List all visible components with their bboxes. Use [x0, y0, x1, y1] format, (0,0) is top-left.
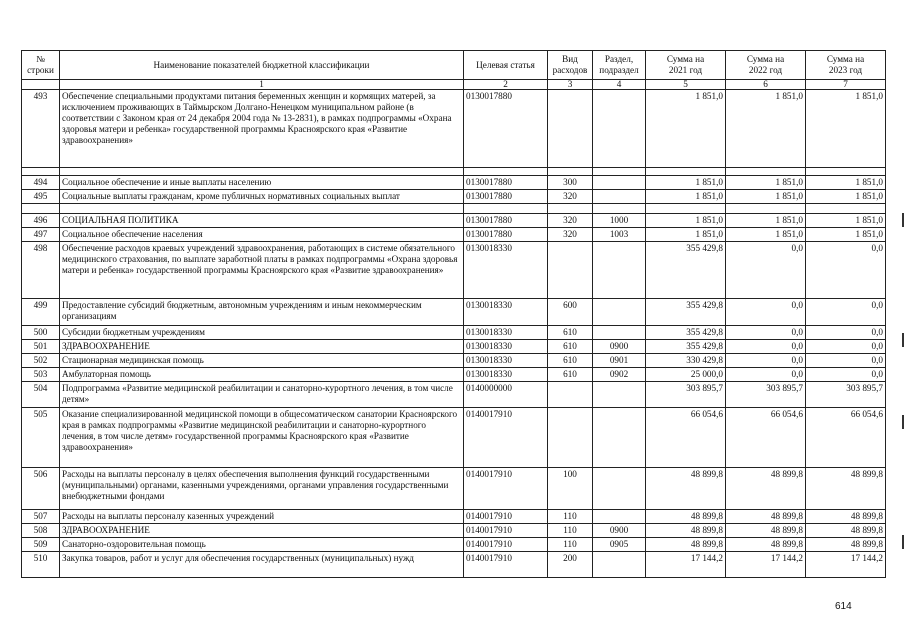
table-row [22, 468, 886, 510]
table-body [22, 90, 886, 578]
expense-type-cell: 110 [548, 524, 593, 538]
expense-type-cell: 110 [548, 510, 593, 524]
target-article-cell: 0140017910 [464, 408, 548, 468]
scan-edge-mark [902, 333, 904, 347]
spacer-cell [464, 168, 548, 176]
sum-2021-cell: 303 895,7 [646, 382, 726, 408]
sum-2021-cell: 48 899,8 [646, 468, 726, 510]
spacer-cell [806, 168, 886, 176]
sum-2023-cell: 1 851,0 [806, 214, 886, 228]
expense-type-cell: 100 [548, 468, 593, 510]
sum-2022-cell: 0,0 [726, 326, 806, 340]
sum-2023-cell: 66 054,6 [806, 408, 886, 468]
name-cell: ЗДРАВООХРАНЕНИЕ [60, 340, 464, 354]
name-cell: Закупка товаров, работ и услуг для обеспечения государственных (муниципальных) нужд [60, 552, 464, 578]
name-cell: Амбулаторная помощь [60, 368, 464, 382]
expense-type-cell: 200 [548, 552, 593, 578]
table-row [22, 214, 886, 228]
expense-type-cell: 320 [548, 190, 593, 204]
expense-type-cell: 320 [548, 214, 593, 228]
sum-2021-cell: 1 851,0 [646, 90, 726, 168]
budget-table [21, 50, 886, 578]
scan-edge-mark [902, 535, 904, 549]
sum-2021-cell: 1 851,0 [646, 228, 726, 242]
header-sum-2023: Сумма на 2023 год [806, 51, 886, 80]
name-cell: Обеспечение специальными продуктами питания беременных женщин и кормящих матерей, за исключением проживающих в Таймырском Долгано-Ненецком муниципальном районе (в соответствии с Законом края от 24 декабря 2004 года № 13-2831), в рамках подпрограммы «Охрана здоровья матери и ребенка» государственной программы Красноярского края «Развитие здравоохранения» [60, 90, 464, 168]
section-cell [593, 90, 646, 168]
column-index: 5 [646, 80, 726, 90]
expense-type-cell [548, 90, 593, 168]
column-index-row [22, 80, 886, 90]
target-article-cell: 0130017880 [464, 90, 548, 168]
target-article-cell: 0130018330 [464, 340, 548, 354]
row-number-cell: 502 [22, 354, 60, 368]
expense-type-cell [548, 382, 593, 408]
row-number-cell: 494 [22, 176, 60, 190]
column-index [22, 80, 60, 90]
target-article-cell: 0130017880 [464, 214, 548, 228]
target-article-cell: 0130017880 [464, 228, 548, 242]
expense-type-cell: 110 [548, 538, 593, 552]
spacer-cell [646, 204, 726, 214]
section-cell [593, 326, 646, 340]
sum-2023-cell: 0,0 [806, 242, 886, 299]
column-index: 1 [60, 80, 464, 90]
table-row [22, 326, 886, 340]
sum-2022-cell: 303 895,7 [726, 382, 806, 408]
row-number-cell: 500 [22, 326, 60, 340]
section-cell [593, 176, 646, 190]
sum-2023-cell: 1 851,0 [806, 190, 886, 204]
expense-type-cell: 610 [548, 326, 593, 340]
sum-2022-cell: 1 851,0 [726, 214, 806, 228]
column-index: 7 [806, 80, 886, 90]
sum-2023-cell: 48 899,8 [806, 538, 886, 552]
target-article-cell: 0130018330 [464, 354, 548, 368]
row-number-cell: 497 [22, 228, 60, 242]
table-row [22, 368, 886, 382]
header-expense-type: Вид расходов [548, 51, 593, 80]
sum-2021-cell: 1 851,0 [646, 214, 726, 228]
section-cell: 1003 [593, 228, 646, 242]
spacer-cell [548, 168, 593, 176]
name-cell: СОЦИАЛЬНАЯ ПОЛИТИКА [60, 214, 464, 228]
table-row [22, 524, 886, 538]
expense-type-cell: 610 [548, 340, 593, 354]
target-article-cell: 0130017880 [464, 190, 548, 204]
sum-2022-cell: 0,0 [726, 299, 806, 326]
spacer-cell [726, 204, 806, 214]
expense-type-cell [548, 242, 593, 299]
section-cell [593, 552, 646, 578]
table-row [22, 538, 886, 552]
sum-2021-cell: 355 429,8 [646, 326, 726, 340]
row-number-cell: 509 [22, 538, 60, 552]
sum-2022-cell: 0,0 [726, 242, 806, 299]
expense-type-cell: 320 [548, 228, 593, 242]
table-row [22, 340, 886, 354]
row-number-cell: 501 [22, 340, 60, 354]
sum-2022-cell: 0,0 [726, 368, 806, 382]
sum-2023-cell: 0,0 [806, 326, 886, 340]
name-cell: Санаторно-оздоровительная помощь [60, 538, 464, 552]
target-article-cell: 0140000000 [464, 382, 548, 408]
target-article-cell: 0140017910 [464, 552, 548, 578]
spacer-cell [806, 204, 886, 214]
sum-2022-cell: 48 899,8 [726, 524, 806, 538]
target-article-cell: 0130018330 [464, 368, 548, 382]
sum-2022-cell: 1 851,0 [726, 176, 806, 190]
spacer-cell [464, 204, 548, 214]
spacer-cell [60, 168, 464, 176]
table-row [22, 299, 886, 326]
target-article-cell: 0130017880 [464, 176, 548, 190]
sum-2021-cell: 48 899,8 [646, 524, 726, 538]
spacer-cell [726, 168, 806, 176]
expense-type-cell: 610 [548, 368, 593, 382]
name-cell: Социальное обеспечение и иные выплаты населению [60, 176, 464, 190]
column-index: 2 [464, 80, 548, 90]
target-article-cell: 0140017910 [464, 510, 548, 524]
sum-2023-cell: 17 144,2 [806, 552, 886, 578]
page-number: 614 [835, 601, 852, 612]
expense-type-cell [548, 408, 593, 468]
section-cell [593, 190, 646, 204]
row-number-cell: 510 [22, 552, 60, 578]
sum-2021-cell: 1 851,0 [646, 176, 726, 190]
header-name: Наименование показателей бюджетной классификации [60, 51, 464, 80]
spacer-cell [593, 204, 646, 214]
target-article-cell: 0130018330 [464, 326, 548, 340]
column-index: 3 [548, 80, 593, 90]
sum-2023-cell: 303 895,7 [806, 382, 886, 408]
row-number-cell: 499 [22, 299, 60, 326]
sum-2023-cell: 48 899,8 [806, 468, 886, 510]
sum-2022-cell: 1 851,0 [726, 190, 806, 204]
column-index: 6 [726, 80, 806, 90]
target-article-cell: 0130018330 [464, 299, 548, 326]
row-number-cell: 495 [22, 190, 60, 204]
header-row-number: № строки [22, 51, 60, 80]
row-number-cell: 503 [22, 368, 60, 382]
sum-2023-cell: 1 851,0 [806, 90, 886, 168]
header-sum-2022: Сумма на 2022 год [726, 51, 806, 80]
name-cell: Социальные выплаты гражданам, кроме публичных нормативных социальных выплат [60, 190, 464, 204]
sum-2021-cell: 355 429,8 [646, 242, 726, 299]
spacer-row [22, 168, 886, 176]
table-row [22, 190, 886, 204]
section-cell [593, 408, 646, 468]
sum-2021-cell: 66 054,6 [646, 408, 726, 468]
spacer-row [22, 204, 886, 214]
name-cell: Расходы на выплаты персоналу в целях обеспечения выполнения функций государственными (муниципальными) органами, казенными учреждениями, органами управления государственными внебюджетными фондами [60, 468, 464, 510]
sum-2022-cell: 1 851,0 [726, 228, 806, 242]
name-cell: Социальное обеспечение населения [60, 228, 464, 242]
row-number-cell: 505 [22, 408, 60, 468]
spacer-cell [22, 204, 60, 214]
spacer-cell [22, 168, 60, 176]
column-index: 4 [593, 80, 646, 90]
name-cell: Обеспечение расходов краевых учреждений здравоохранения, работающих в системе обязательного медицинского страхования, по выплате заработной платы в рамках подпрограммы «Охрана здоровья матери и ребенка» государственной программы Красноярского края «Развитие здравоохранения» [60, 242, 464, 299]
sum-2021-cell: 48 899,8 [646, 510, 726, 524]
section-cell: 1000 [593, 214, 646, 228]
table-row [22, 90, 886, 168]
spacer-cell [548, 204, 593, 214]
target-article-cell: 0140017910 [464, 538, 548, 552]
sum-2023-cell: 0,0 [806, 354, 886, 368]
sum-2022-cell: 48 899,8 [726, 510, 806, 524]
sum-2023-cell: 0,0 [806, 299, 886, 326]
table-row [22, 176, 886, 190]
row-number-cell: 496 [22, 214, 60, 228]
name-cell: Стационарная медицинская помощь [60, 354, 464, 368]
section-cell [593, 382, 646, 408]
table-row [22, 242, 886, 299]
row-number-cell: 508 [22, 524, 60, 538]
name-cell: Подпрограмма «Развитие медицинской реабилитации и санаторно-курортного лечения, в том числе детям» [60, 382, 464, 408]
row-number-cell: 504 [22, 382, 60, 408]
sum-2022-cell: 48 899,8 [726, 468, 806, 510]
expense-type-cell: 600 [548, 299, 593, 326]
sum-2021-cell: 1 851,0 [646, 190, 726, 204]
scan-edge-mark [902, 415, 904, 429]
sum-2021-cell: 25 000,0 [646, 368, 726, 382]
section-cell: 0901 [593, 354, 646, 368]
table-row [22, 354, 886, 368]
section-cell: 0905 [593, 538, 646, 552]
sum-2023-cell: 0,0 [806, 340, 886, 354]
spacer-cell [60, 204, 464, 214]
row-number-cell: 507 [22, 510, 60, 524]
sum-2021-cell: 355 429,8 [646, 340, 726, 354]
table-row [22, 510, 886, 524]
target-article-cell: 0130018330 [464, 242, 548, 299]
sum-2023-cell: 1 851,0 [806, 176, 886, 190]
row-number-cell: 493 [22, 90, 60, 168]
sum-2023-cell: 48 899,8 [806, 510, 886, 524]
sum-2023-cell: 1 851,0 [806, 228, 886, 242]
sum-2022-cell: 66 054,6 [726, 408, 806, 468]
section-cell [593, 299, 646, 326]
row-number-cell: 498 [22, 242, 60, 299]
spacer-cell [646, 168, 726, 176]
name-cell: Предоставление субсидий бюджетным, автономным учреждениям и иным некоммерческим организациям [60, 299, 464, 326]
sum-2021-cell: 17 144,2 [646, 552, 726, 578]
expense-type-cell: 610 [548, 354, 593, 368]
table-row [22, 408, 886, 468]
name-cell: Оказание специализированной медицинской помощи в общесоматическом санатории Красноярского края в рамках подпрограммы «Развитие медицинской реабилитации и санаторно-курортного лечения, в том числе детям» государственной программы Красноярского края «Развитие здравоохранения» [60, 408, 464, 468]
name-cell: Субсидии бюджетным учреждениям [60, 326, 464, 340]
target-article-cell: 0140017910 [464, 468, 548, 510]
sum-2022-cell: 48 899,8 [726, 538, 806, 552]
sum-2022-cell: 0,0 [726, 340, 806, 354]
section-cell: 0900 [593, 340, 646, 354]
target-article-cell: 0140017910 [464, 524, 548, 538]
sum-2022-cell: 17 144,2 [726, 552, 806, 578]
sum-2021-cell: 48 899,8 [646, 538, 726, 552]
row-number-cell: 506 [22, 468, 60, 510]
sum-2022-cell: 1 851,0 [726, 90, 806, 168]
header-section: Раздел, подраздел [593, 51, 646, 80]
header-row [22, 51, 886, 80]
header-target-article: Целевая статья [464, 51, 548, 80]
name-cell: Расходы на выплаты персоналу казенных учреждений [60, 510, 464, 524]
name-cell: ЗДРАВООХРАНЕНИЕ [60, 524, 464, 538]
section-cell: 0900 [593, 524, 646, 538]
section-cell [593, 510, 646, 524]
table-row [22, 382, 886, 408]
section-cell: 0902 [593, 368, 646, 382]
table-row [22, 228, 886, 242]
sum-2023-cell: 48 899,8 [806, 524, 886, 538]
section-cell [593, 242, 646, 299]
scan-edge-mark [902, 213, 904, 227]
header-sum-2021: Сумма на 2021 год [646, 51, 726, 80]
sum-2021-cell: 355 429,8 [646, 299, 726, 326]
table-row [22, 552, 886, 578]
sum-2021-cell: 330 429,8 [646, 354, 726, 368]
expense-type-cell: 300 [548, 176, 593, 190]
sum-2022-cell: 0,0 [726, 354, 806, 368]
spacer-cell [593, 168, 646, 176]
section-cell [593, 468, 646, 510]
sum-2023-cell: 0,0 [806, 368, 886, 382]
